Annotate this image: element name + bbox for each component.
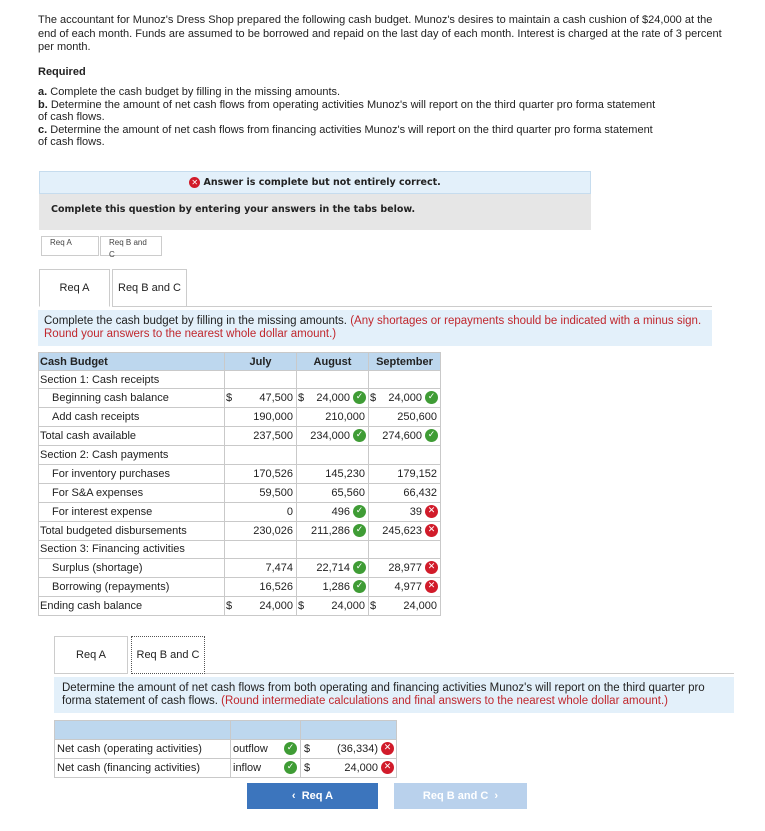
check-circle-icon: ✓ xyxy=(425,429,438,442)
amount-cell[interactable] xyxy=(369,596,441,615)
instructions-req-a: Complete the cash budget by filling in the missing amounts. (Any shortages or repayments should be indicated with a minus sign. Round your answers to the nearest whole dollar amount.) xyxy=(38,310,712,346)
x-circle-icon: ✕ xyxy=(381,742,394,755)
dollar-sign: $ xyxy=(304,762,311,774)
net-cash-header-row xyxy=(55,721,397,740)
requirement-b: b. Determine the amount of net cash flows from operating activities Munoz's will report on the third quarter pro forma statement of cash flows. xyxy=(38,98,656,123)
net-cash-label: Net cash (operating activities) xyxy=(55,740,231,759)
requirement-c: c. Determine the amount of net cash flows from financing activities Munoz's will report on the third quarter pro forma statement of cash flows. xyxy=(38,123,653,148)
row-label: Add cash receipts xyxy=(39,408,225,427)
amount-cell[interactable] xyxy=(297,464,369,483)
amount-value: 274,600 xyxy=(382,430,422,443)
header-august: August xyxy=(297,353,369,371)
row-label: For interest expense xyxy=(39,502,225,521)
amount-value: 16,526 xyxy=(259,580,293,593)
amount-cell[interactable] xyxy=(225,558,297,577)
answer-status-text: Answer is complete but not entirely correct. xyxy=(203,177,441,188)
amount-value: 211,286 xyxy=(311,524,350,537)
requirements-list xyxy=(38,86,658,149)
amount-value: 4,977 xyxy=(394,580,422,593)
table-row xyxy=(39,596,441,615)
check-circle-icon: ✓ xyxy=(284,761,297,774)
x-circle-icon: ✕ xyxy=(189,177,200,188)
amount-cell[interactable] xyxy=(297,483,369,502)
next-req-bc-button[interactable]: Req B and C › xyxy=(394,783,527,809)
amount-value: 24,000 xyxy=(344,762,378,774)
check-circle-icon: ✓ xyxy=(353,561,366,574)
amount-value: 39 xyxy=(409,505,422,518)
table-row xyxy=(39,427,441,446)
amount-cell xyxy=(225,371,297,389)
amount-cell[interactable] xyxy=(225,408,297,427)
amount-cell[interactable] xyxy=(369,408,441,427)
tab-req-bc-partial[interactable]: Req B and C xyxy=(100,236,162,256)
amount-value: 179,152 xyxy=(397,467,437,480)
net-cash-row xyxy=(55,759,397,778)
amount-cell[interactable] xyxy=(297,577,369,596)
amount-cell xyxy=(369,446,441,464)
table-row xyxy=(39,521,441,540)
table-row xyxy=(39,502,441,521)
amount-cell[interactable] xyxy=(225,596,297,615)
tab-req-bc-bottom[interactable]: Req B and C xyxy=(131,636,205,674)
table-row xyxy=(39,483,441,502)
prev-req-a-button[interactable]: ‹ Req A xyxy=(247,783,378,809)
header-july: July xyxy=(225,353,297,371)
amount-cell[interactable] xyxy=(297,427,369,446)
table-row xyxy=(39,464,441,483)
amount-cell[interactable] xyxy=(225,577,297,596)
chevron-left-icon: ‹ xyxy=(291,790,296,802)
x-circle-icon: ✕ xyxy=(425,505,438,518)
amount-cell[interactable] xyxy=(297,502,369,521)
flow-direction-select[interactable]: inflow xyxy=(231,759,301,778)
cash-budget-table xyxy=(38,352,441,616)
dollar-sign: $ xyxy=(304,743,311,755)
dollar-sign: $ xyxy=(370,599,377,612)
amount-cell[interactable] xyxy=(369,521,441,540)
row-label: Beginning cash balance xyxy=(39,389,225,408)
x-circle-icon: ✕ xyxy=(425,580,438,593)
amount-value: (36,334) xyxy=(337,743,378,755)
amount-value: 7,474 xyxy=(265,561,293,574)
tab-req-a-partial[interactable]: Req A xyxy=(41,236,99,256)
amount-cell[interactable] xyxy=(297,596,369,615)
row-label: Borrowing (repayments) xyxy=(39,577,225,596)
amount-cell[interactable] xyxy=(297,408,369,427)
amount-value: 245,623 xyxy=(382,524,422,537)
amount-value: 0 xyxy=(286,505,293,518)
amount-value: 47,500 xyxy=(259,392,293,405)
row-label: Section 2: Cash payments xyxy=(39,446,225,464)
net-cash-amount[interactable] xyxy=(286,740,397,759)
amount-cell[interactable] xyxy=(369,577,441,596)
table-row xyxy=(39,446,441,464)
amount-cell[interactable] xyxy=(297,389,369,408)
requirement-a: a. Complete the cash budget by filling in the missing amounts. xyxy=(38,86,341,98)
row-label: Surplus (shortage) xyxy=(39,558,225,577)
row-label: Total cash available xyxy=(39,427,225,446)
check-circle-icon: ✓ xyxy=(353,524,366,537)
check-circle-icon: ✓ xyxy=(353,505,366,518)
amount-cell[interactable] xyxy=(369,389,441,408)
dollar-sign: $ xyxy=(298,599,305,612)
table-row xyxy=(39,371,441,389)
amount-cell[interactable] xyxy=(369,502,441,521)
amount-value: 24,000 xyxy=(403,599,437,612)
amount-cell xyxy=(297,540,369,558)
x-circle-icon: ✕ xyxy=(425,524,438,537)
amount-value: 59,500 xyxy=(259,486,293,499)
amount-cell[interactable] xyxy=(369,464,441,483)
amount-cell[interactable] xyxy=(297,558,369,577)
amount-cell[interactable] xyxy=(225,502,297,521)
net-cash-table xyxy=(54,720,397,778)
row-label: Section 1: Cash receipts xyxy=(39,371,225,389)
amount-cell xyxy=(225,540,297,558)
net-cash-amount[interactable] xyxy=(286,759,397,778)
dollar-sign: $ xyxy=(226,392,233,405)
amount-cell[interactable] xyxy=(225,521,297,540)
table-row xyxy=(39,540,441,558)
check-circle-icon: ✓ xyxy=(284,742,297,755)
amount-value: 496 xyxy=(331,505,350,518)
tab-divider-bottom xyxy=(205,673,734,674)
amount-cell[interactable] xyxy=(225,464,297,483)
amount-value: 24,000 xyxy=(331,599,365,612)
amount-cell[interactable] xyxy=(225,483,297,502)
table-row xyxy=(39,577,441,596)
answer-status-banner xyxy=(39,171,591,194)
tab-divider xyxy=(187,306,712,307)
amount-value: 170,526 xyxy=(253,467,293,480)
tab-req-bc[interactable]: Req B and C xyxy=(112,269,187,307)
amount-value: 230,026 xyxy=(253,524,293,537)
flow-direction-select[interactable]: outflow xyxy=(231,740,301,759)
table-row xyxy=(39,389,441,408)
header-cash-budget: Cash Budget xyxy=(39,353,225,371)
amount-cell xyxy=(369,371,441,389)
amount-cell[interactable] xyxy=(369,558,441,577)
amount-value: 24,000 xyxy=(388,392,422,405)
amount-value: 234,000 xyxy=(310,430,350,443)
amount-cell[interactable] xyxy=(225,389,297,408)
row-label: For inventory purchases xyxy=(39,464,225,483)
amount-cell[interactable] xyxy=(225,427,297,446)
net-cash-label: Net cash (financing activities) xyxy=(55,759,231,778)
check-circle-icon: ✓ xyxy=(353,580,366,593)
row-label: For S&A expenses xyxy=(39,483,225,502)
complete-prompt: Complete this question by entering your answers in the tabs below. xyxy=(39,194,591,230)
check-circle-icon: ✓ xyxy=(353,391,366,404)
amount-value: 28,977 xyxy=(388,561,422,574)
table-header-row xyxy=(39,353,441,371)
tab-req-a[interactable]: Req A xyxy=(39,269,110,307)
row-label: Total budgeted disbursements xyxy=(39,521,225,540)
amount-cell[interactable] xyxy=(369,427,441,446)
header-september: September xyxy=(369,353,441,371)
amount-value: 237,500 xyxy=(253,430,293,443)
required-heading: Required xyxy=(38,66,86,78)
row-label: Section 3: Financing activities xyxy=(39,540,225,558)
amount-cell xyxy=(297,371,369,389)
amount-value: 145,230 xyxy=(325,467,365,480)
chevron-right-icon: › xyxy=(494,790,499,802)
amount-value: 1,286 xyxy=(322,580,350,593)
amount-value: 65,560 xyxy=(331,486,365,499)
tab-req-a-bottom[interactable]: Req A xyxy=(54,636,128,674)
net-cash-row xyxy=(55,740,397,759)
amount-cell xyxy=(297,446,369,464)
amount-cell[interactable] xyxy=(297,521,369,540)
amount-cell xyxy=(369,540,441,558)
row-label: Ending cash balance xyxy=(39,596,225,615)
problem-intro: The accountant for Munoz's Dress Shop prepared the following cash budget. Munoz's desires to maintain a cash cushion of $24,000 at the end of each month. Funds are assumed to be borrowed and repaid on the last day of each month. Interest is charged at the rate of 3 percent per month. xyxy=(38,14,722,53)
amount-value: 24,000 xyxy=(316,392,350,405)
amount-value: 190,000 xyxy=(253,411,293,424)
dollar-sign: $ xyxy=(298,392,305,405)
amount-value: 22,714 xyxy=(316,561,350,574)
check-circle-icon: ✓ xyxy=(425,391,438,404)
dollar-sign: $ xyxy=(370,392,377,405)
x-circle-icon: ✕ xyxy=(381,761,394,774)
table-row xyxy=(39,408,441,427)
amount-value: 66,432 xyxy=(403,486,437,499)
table-row xyxy=(39,558,441,577)
instructions-req-bc: Determine the amount of net cash flows from both operating and financing activities Munoz's will report on the third quarter pro forma statement of cash flows. (Round intermediate calculations and final answers to the nearest whole dollar amount.) xyxy=(54,677,734,713)
check-circle-icon: ✓ xyxy=(353,429,366,442)
tab-strip-partial xyxy=(39,232,591,259)
amount-cell xyxy=(225,446,297,464)
amount-value: 24,000 xyxy=(259,599,293,612)
amount-cell[interactable] xyxy=(369,483,441,502)
x-circle-icon: ✕ xyxy=(425,561,438,574)
amount-value: 250,600 xyxy=(397,411,437,424)
amount-value: 210,000 xyxy=(325,411,365,424)
dollar-sign: $ xyxy=(226,599,233,612)
